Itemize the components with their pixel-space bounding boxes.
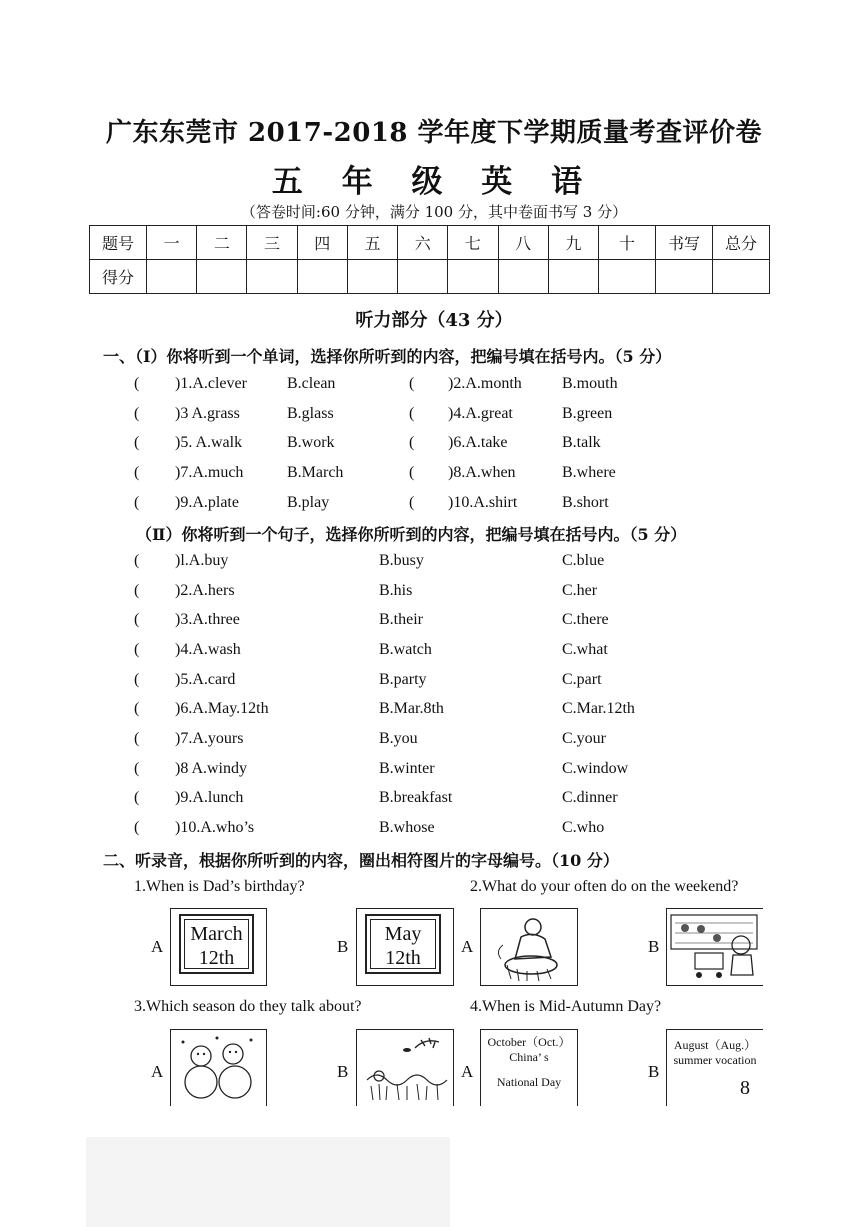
answer-paren[interactable]: ( <box>409 494 415 511</box>
washing-clothes-image[interactable] <box>480 908 578 986</box>
snowman-image[interactable] <box>170 1029 267 1106</box>
shopping-illustration <box>667 909 763 985</box>
option-letter-a[interactable]: A <box>461 1062 474 1081</box>
exam-title: 广东东莞市 2017-2018 学年度下学期质量考查评价卷 <box>105 118 763 148</box>
question-option-b: B.play <box>287 494 330 511</box>
question-option-a: )2.A.hers <box>175 582 235 599</box>
national-day-card[interactable] <box>480 1029 578 1106</box>
answer-paren[interactable]: ( <box>134 375 140 392</box>
question-option-a: )3.A.three <box>175 611 240 628</box>
answer-paren[interactable]: ( <box>134 819 140 836</box>
score-input-cell[interactable] <box>548 260 598 294</box>
question-option-a: )3 A.grass <box>175 405 240 422</box>
page-number: 8 <box>740 1077 750 1099</box>
question-2: 2.What do your often do on the weekend? <box>470 878 739 895</box>
question-option-c: C.who <box>562 819 605 836</box>
question-option-a: )4.A.great <box>448 405 513 422</box>
question-option-b: B.Mar.8th <box>379 700 444 717</box>
card-line: August（Aug.） <box>673 1038 757 1052</box>
score-cell: 题号 <box>90 226 147 260</box>
question-option-b: B.winter <box>379 760 435 777</box>
score-input-cell[interactable] <box>297 260 347 294</box>
question-option-b: B.glass <box>287 405 334 422</box>
question-option-b: B.their <box>379 611 423 628</box>
score-table <box>89 225 770 294</box>
answer-paren[interactable]: ( <box>409 464 415 481</box>
question-option-a: )9.A.plate <box>175 494 239 511</box>
option-letter-b[interactable]: B <box>648 937 660 956</box>
card-line: summer vocation <box>673 1053 757 1067</box>
question-option-a: )4.A.wash <box>175 641 241 658</box>
question-option-c: C.dinner <box>562 789 618 806</box>
answer-paren[interactable]: ( <box>134 552 140 569</box>
question-option-b: B.breakfast <box>379 789 453 806</box>
autumn-field-image[interactable] <box>356 1029 454 1106</box>
option-letter-a[interactable]: A <box>151 1062 164 1081</box>
answer-paren[interactable]: ( <box>134 789 140 806</box>
question-option-b: B.short <box>562 494 609 511</box>
question-option-a: )5.A.card <box>175 671 236 688</box>
scan-shadow <box>86 1137 450 1227</box>
shopping-image[interactable] <box>666 908 763 986</box>
answer-paren[interactable]: ( <box>409 375 415 392</box>
exam-note: （答卷时间:60 分钟，满分 100 分，其中卷面书写 3 分） <box>240 203 628 221</box>
question-option-a: )6.A.take <box>448 434 508 451</box>
question-option-b: B.mouth <box>562 375 618 392</box>
score-input-cell[interactable] <box>398 260 448 294</box>
score-cell: 三 <box>247 226 297 260</box>
grade-subject-title: 五 年 级 英 语 <box>271 164 597 200</box>
score-cell: 七 <box>448 226 498 260</box>
washing-clothes-illustration <box>481 909 577 985</box>
question-option-a: )8.A.when <box>448 464 516 481</box>
answer-paren[interactable]: ( <box>134 464 140 481</box>
autumn-field-illustration <box>357 1030 453 1106</box>
score-cell: 一 <box>147 226 197 260</box>
question-option-b: B.whose <box>379 819 435 836</box>
answer-paren[interactable]: ( <box>409 405 415 422</box>
score-row-label: 得分 <box>90 260 147 294</box>
sign-line: May <box>384 923 422 945</box>
answer-paren[interactable]: ( <box>134 611 140 628</box>
score-input-cell[interactable] <box>713 260 770 294</box>
question-option-c: C.there <box>562 611 609 628</box>
question-option-a: )2.A.month <box>448 375 522 392</box>
option-letter-b[interactable]: B <box>337 1062 349 1081</box>
score-input-cell[interactable] <box>656 260 713 294</box>
score-input-cell[interactable] <box>498 260 548 294</box>
score-cell: 十 <box>599 226 656 260</box>
question-option-b: B.busy <box>379 552 424 569</box>
part1-heading: 一、（Ⅰ）你将听到一个单词，选择你所听到的内容，把编号填在括号内。（5 分） <box>103 347 672 366</box>
sign-line: 12th <box>385 947 421 969</box>
question-option-b: B.March <box>287 464 344 481</box>
answer-paren[interactable]: ( <box>134 700 140 717</box>
question-option-a: )6.A.May.12th <box>175 700 269 717</box>
score-cell: 四 <box>297 226 347 260</box>
score-cell: 九 <box>548 226 598 260</box>
question-option-c: C.what <box>562 641 608 658</box>
answer-paren[interactable]: ( <box>134 434 140 451</box>
question-option-a: )7.A.much <box>175 464 244 481</box>
may-12th-sign[interactable] <box>356 908 454 986</box>
score-input-cell[interactable] <box>347 260 397 294</box>
score-input-cell[interactable] <box>197 260 247 294</box>
question-option-a: )l.A.buy <box>175 552 229 569</box>
question-option-b: B.where <box>562 464 616 481</box>
question-4: 4.When is Mid-Autumn Day? <box>470 998 662 1015</box>
question-option-a: )1.A.clever <box>175 375 247 392</box>
question-option-c: C.your <box>562 730 606 747</box>
answer-paren[interactable]: ( <box>134 730 140 747</box>
question-option-a: )10.A.shirt <box>448 494 518 511</box>
score-input-cell[interactable] <box>247 260 297 294</box>
question-option-c: C.Mar.12th <box>562 700 635 717</box>
question-option-b: B.work <box>287 434 335 451</box>
score-table-score-row <box>90 260 770 294</box>
answer-paren[interactable]: ( <box>134 405 140 422</box>
question-option-b: B.you <box>379 730 418 747</box>
answer-paren[interactable]: ( <box>134 641 140 658</box>
question-option-b: B.watch <box>379 641 432 658</box>
sign-line: 12th <box>198 947 235 969</box>
score-cell: 五 <box>347 226 397 260</box>
question-option-a: )9.A.lunch <box>175 789 244 806</box>
question-option-c: C.blue <box>562 552 605 569</box>
answer-paren[interactable]: ( <box>134 494 140 511</box>
score-cell: 总分 <box>713 226 770 260</box>
question-option-a: )8 A.windy <box>175 760 247 777</box>
part2-heading: 二、听录音，根据你所听到的内容，圈出相符图片的字母编号。（10 分） <box>103 851 619 870</box>
option-letter-b[interactable]: B <box>337 937 349 956</box>
score-input-cell[interactable] <box>448 260 498 294</box>
question-option-b: B.party <box>379 671 427 688</box>
question-option-a: )10.A.who’s <box>175 819 255 836</box>
score-table-header-row <box>90 226 770 260</box>
score-cell: 书写 <box>656 226 713 260</box>
option-letter-b[interactable]: B <box>648 1062 660 1081</box>
option-letter-a[interactable]: A <box>151 937 164 956</box>
question-option-b: B.talk <box>562 434 601 451</box>
question-option-a: )7.A.yours <box>175 730 244 747</box>
score-cell: 八 <box>498 226 548 260</box>
score-input-cell[interactable] <box>599 260 656 294</box>
card-line: National Day <box>496 1075 562 1089</box>
question-option-c: C.part <box>562 671 602 688</box>
question-option-c: C.her <box>562 582 598 599</box>
question-1: 1.When is Dad’s birthday? <box>134 878 305 895</box>
score-cell: 六 <box>398 226 448 260</box>
question-option-b: B.his <box>379 582 413 599</box>
question-option-c: C.window <box>562 760 629 777</box>
part1b-heading: （Ⅱ）你将听到一个句子，选择你所听到的内容，把编号填在括号内。（5 分） <box>136 525 687 544</box>
answer-paren[interactable]: ( <box>134 760 140 777</box>
option-letter-a[interactable]: A <box>461 937 474 956</box>
march-12th-sign[interactable] <box>170 908 267 986</box>
listening-section-title: 听力部分（43 分） <box>355 310 513 331</box>
answer-paren[interactable]: ( <box>134 671 140 688</box>
question-3: 3.Which season do they talk about? <box>134 998 362 1015</box>
question-option-a: )5. A.walk <box>175 434 243 451</box>
answer-paren[interactable]: ( <box>409 434 415 451</box>
snowman-illustration <box>171 1030 266 1106</box>
question-option-b: B.green <box>562 405 613 422</box>
sign-line: March <box>190 923 243 945</box>
score-input-cell[interactable] <box>147 260 197 294</box>
card-line: China’ s <box>509 1050 549 1064</box>
card-line: October（Oct.） <box>487 1035 571 1049</box>
score-cell: 二 <box>197 226 247 260</box>
answer-paren[interactable]: ( <box>134 582 140 599</box>
question-option-b: B.clean <box>287 375 336 392</box>
